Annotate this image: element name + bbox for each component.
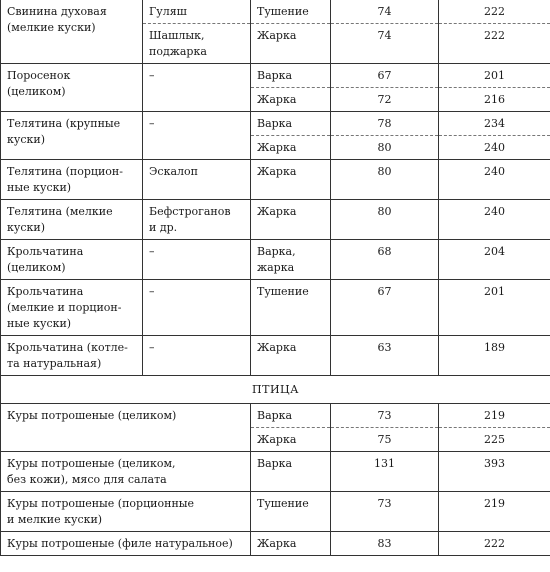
value-cell: 78 (331, 112, 439, 136)
table-row (1, 452, 550, 492)
value-cell: 222 (439, 24, 550, 64)
value-cell: 80 (331, 160, 439, 200)
table-row (1, 336, 550, 376)
dish-cell: Бефстроганов и др. (143, 200, 251, 240)
product-cell: Крольчатина (мелкие и порцион- ные куски) (1, 280, 143, 336)
value-cell: 75 (331, 428, 439, 452)
product-cell: Куры потрошеные (порционные и мелкие куски) (1, 492, 251, 532)
table-row (1, 112, 550, 136)
value-cell: 234 (439, 112, 550, 136)
table-row (1, 280, 550, 336)
method-cell: Варка (251, 64, 331, 88)
dish-cell: Эскалоп (143, 160, 251, 200)
value-cell: 393 (439, 452, 550, 492)
product-cell: Крольчатина (котле- та натуральная) (1, 336, 143, 376)
table-row (1, 0, 550, 24)
table-row (1, 404, 550, 428)
method-cell: Жарка (251, 88, 331, 112)
method-cell: Варка (251, 452, 331, 492)
value-cell: 225 (439, 428, 550, 452)
dish-cell: – (143, 336, 251, 376)
method-cell: Жарка (251, 532, 331, 556)
value-cell: 240 (439, 136, 550, 160)
section-title: ПТИЦА (1, 376, 550, 404)
value-cell: 73 (331, 492, 439, 532)
product-cell: Куры потрошеные (целиком, без кожи), мясо для салата (1, 452, 251, 492)
value-cell: 83 (331, 532, 439, 556)
method-cell: Жарка (251, 136, 331, 160)
table-row (1, 160, 550, 200)
method-cell: Жарка (251, 160, 331, 200)
method-cell: Жарка (251, 200, 331, 240)
value-cell: 80 (331, 136, 439, 160)
section-header-row (1, 376, 550, 404)
value-cell: 240 (439, 200, 550, 240)
product-cell: Куры потрошеные (целиком) (1, 404, 251, 452)
method-cell: Тушение (251, 492, 331, 532)
value-cell: 67 (331, 280, 439, 336)
dish-cell: – (143, 240, 251, 280)
method-cell: Жарка (251, 336, 331, 376)
product-cell: Поросенок (целиком) (1, 64, 143, 112)
table-row (1, 532, 550, 556)
value-cell: 201 (439, 280, 550, 336)
dish-cell: – (143, 280, 251, 336)
method-cell: Варка, жарка (251, 240, 331, 280)
value-cell: 240 (439, 160, 550, 200)
value-cell: 204 (439, 240, 550, 280)
method-cell: Варка (251, 404, 331, 428)
method-cell: Тушение (251, 280, 331, 336)
value-cell: 72 (331, 88, 439, 112)
product-cell: Крольчатина (целиком) (1, 240, 143, 280)
product-cell: Телятина (мелкие куски) (1, 200, 143, 240)
value-cell: 131 (331, 452, 439, 492)
value-cell: 222 (439, 532, 550, 556)
value-cell: 189 (439, 336, 550, 376)
value-cell: 80 (331, 200, 439, 240)
table-row (1, 200, 550, 240)
value-cell: 201 (439, 64, 550, 88)
value-cell: 73 (331, 404, 439, 428)
value-cell: 219 (439, 492, 550, 532)
dish-cell: Гуляш (143, 0, 251, 24)
value-cell: 74 (331, 0, 439, 24)
method-cell: Варка (251, 112, 331, 136)
dish-cell: – (143, 112, 251, 160)
value-cell: 74 (331, 24, 439, 64)
table-row (1, 64, 550, 88)
product-cell: Куры потрошеные (филе натуральное) (1, 532, 251, 556)
product-cell: Телятина (порцион- ные куски) (1, 160, 143, 200)
method-cell: Жарка (251, 428, 331, 452)
value-cell: 216 (439, 88, 550, 112)
dish-cell: Шашлык, поджарка (143, 24, 251, 64)
value-cell: 219 (439, 404, 550, 428)
product-cell: Свинина духовая (мелкие куски) (1, 0, 143, 64)
value-cell: 68 (331, 240, 439, 280)
table-row (1, 240, 550, 280)
table-row (1, 492, 550, 532)
dish-cell: – (143, 64, 251, 112)
value-cell: 222 (439, 0, 550, 24)
value-cell: 67 (331, 64, 439, 88)
method-cell: Жарка (251, 24, 331, 64)
product-cell: Телятина (крупные куски) (1, 112, 143, 160)
value-cell: 63 (331, 336, 439, 376)
method-cell: Тушение (251, 0, 331, 24)
